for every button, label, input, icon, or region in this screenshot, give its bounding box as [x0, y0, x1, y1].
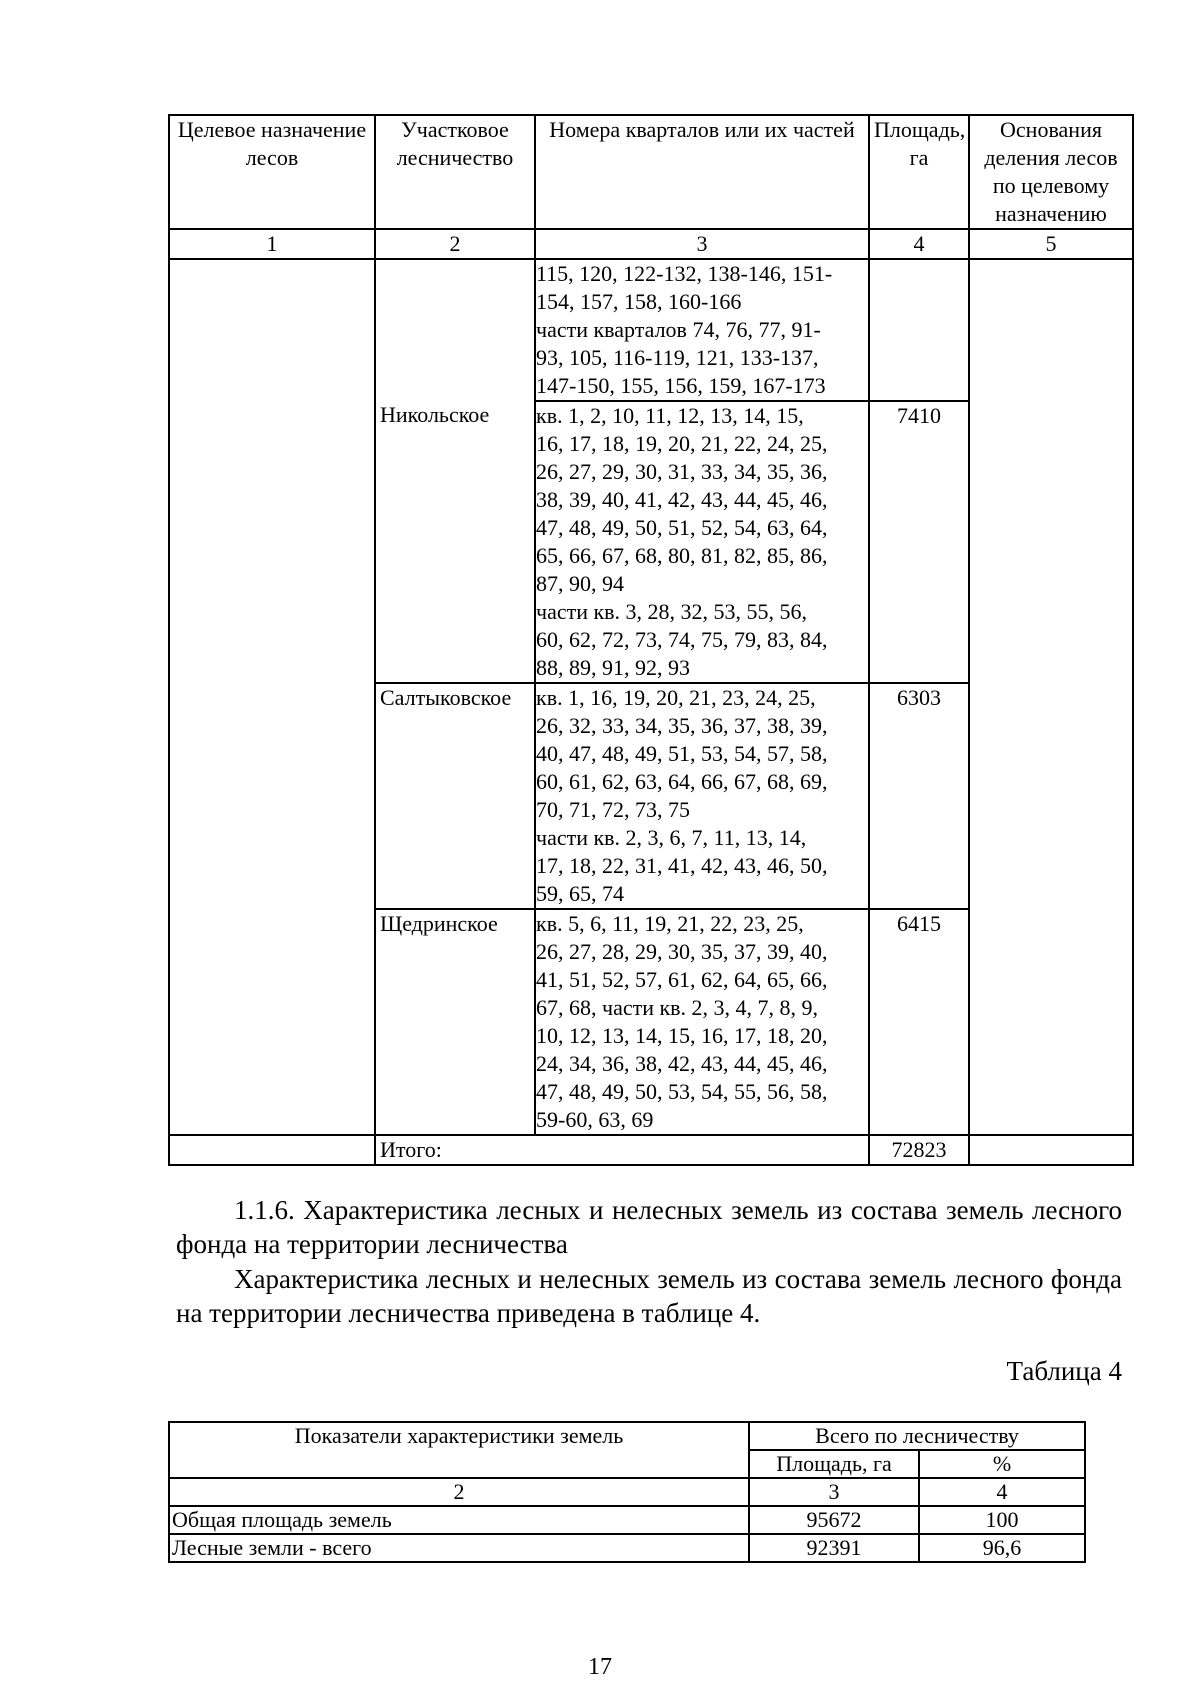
quarters-line: 10, 12, 13, 14, 15, 16, 17, 18, 20,	[536, 1023, 828, 1048]
forestry-cell: Никольское	[375, 401, 535, 683]
quarters-line: 60, 61, 62, 63, 64, 66, 67, 68, 69,	[536, 769, 828, 794]
quarters-line: 88, 89, 91, 92, 93	[536, 655, 690, 680]
forest-purpose-table	[168, 114, 1134, 1166]
section-body	[176, 1262, 1122, 1330]
quarters-cell	[535, 401, 869, 683]
column-number: 4	[869, 229, 969, 259]
header-forestry: Участковое лесничество	[375, 115, 535, 229]
quarters-line: 147-150, 155, 156, 159, 167-173	[536, 373, 826, 398]
quarters-line: 93, 105, 116-119, 121, 133-137,	[536, 345, 819, 370]
quarters-line: 87, 90, 94	[536, 571, 624, 596]
quarters-line: 26, 27, 29, 30, 31, 33, 34, 35, 36,	[536, 459, 828, 484]
indicator-label: Общая площадь земель	[169, 1506, 749, 1534]
quarters-line: кв. 5, 6, 11, 19, 21, 22, 23, 25,	[536, 911, 804, 936]
quarters-line: 40, 47, 48, 49, 51, 53, 54, 57, 58,	[536, 741, 828, 766]
quarters-line: 47, 48, 49, 50, 51, 52, 54, 63, 64,	[536, 515, 828, 540]
table-header-row	[169, 115, 1133, 229]
section-heading	[176, 1193, 1122, 1261]
total-basis-cell	[969, 1135, 1133, 1165]
area-cell: 7410	[869, 401, 969, 683]
header-area: Площадь, га	[749, 1450, 919, 1478]
quarters-cell	[535, 259, 869, 401]
quarters-line: части кв. 3, 28, 32, 53, 55, 56,	[536, 599, 808, 624]
quarters-line: 26, 27, 28, 29, 30, 35, 37, 39, 40,	[536, 939, 828, 964]
quarters-line: 26, 32, 33, 34, 35, 36, 37, 38, 39,	[536, 713, 828, 738]
column-number: 3	[535, 229, 869, 259]
area-value: 92391	[749, 1534, 919, 1562]
quarters-line: 16, 17, 18, 19, 20, 21, 22, 24, 25,	[536, 431, 828, 456]
header-total: Всего по лесничеству	[749, 1422, 1085, 1450]
quarters-line: части кварталов 74, 76, 77, 91-	[536, 317, 821, 342]
indicator-label: Лесные земли - всего	[169, 1534, 749, 1562]
quarters-line: 47, 48, 49, 50, 53, 54, 55, 56, 58,	[536, 1079, 828, 1104]
table-caption: Таблица 4	[1006, 1356, 1122, 1386]
quarters-line: 17, 18, 22, 31, 41, 42, 43, 46, 50,	[536, 853, 828, 878]
area-value: 95672	[749, 1506, 919, 1534]
column-number-row	[169, 1478, 1085, 1506]
area-cell	[869, 259, 969, 401]
column-number: 3	[749, 1478, 919, 1506]
quarters-line: 59-60, 63, 69	[536, 1107, 654, 1132]
section-body-text: Характеристика лесных и нелесных земель из состава земель лесного фонда на территории лесничества приведена в таблице 4.	[176, 1264, 1122, 1328]
column-number: 1	[169, 229, 375, 259]
quarters-line: 154, 157, 158, 160-166	[536, 289, 742, 314]
quarters-line: 41, 51, 52, 57, 61, 62, 64, 65, 66,	[536, 967, 828, 992]
forestry-cell: Щедринское	[375, 909, 535, 1135]
quarters-line: 38, 39, 40, 41, 42, 43, 44, 45, 46,	[536, 487, 828, 512]
table-row	[169, 1506, 1085, 1534]
quarters-line: кв. 1, 2, 10, 11, 12, 13, 14, 15,	[536, 403, 804, 428]
quarters-line: 67, 68, части кв. 2, 3, 4, 7, 8, 9,	[536, 995, 819, 1020]
header-indicator: Показатели характеристики земель	[169, 1422, 749, 1478]
column-number: 5	[969, 229, 1133, 259]
header-quarters: Номера кварталов или их частей	[535, 115, 869, 229]
quarters-line: 115, 120, 122-132, 138-146, 151-	[536, 261, 833, 286]
percent-value: 100	[919, 1506, 1085, 1534]
header-area: Площадь, га	[869, 115, 969, 229]
quarters-line: кв. 1, 16, 19, 20, 21, 23, 24, 25,	[536, 685, 816, 710]
total-area: 72823	[869, 1135, 969, 1165]
basis-cell	[969, 259, 1133, 1135]
quarters-line: 70, 71, 72, 73, 75	[536, 797, 690, 822]
header-purpose: Целевое назначение лесов	[169, 115, 375, 229]
forestry-cell	[375, 259, 535, 401]
table-row	[169, 259, 1133, 401]
table-header-row	[169, 1422, 1085, 1450]
percent-value: 96,6	[919, 1534, 1085, 1562]
column-number: 4	[919, 1478, 1085, 1506]
column-number: 2	[169, 1478, 749, 1506]
purpose-cell	[169, 259, 375, 1135]
page-number: 17	[588, 1654, 612, 1680]
column-number-row	[169, 229, 1133, 259]
total-empty-cell	[169, 1135, 375, 1165]
forestry-cell: Салтыковское	[375, 683, 535, 909]
header-percent: %	[919, 1450, 1085, 1478]
total-label: Итого:	[375, 1135, 869, 1165]
section-heading-text: 1.1.6. Характеристика лесных и нелесных земель из состава земель лесного фонда на территории лесничества	[176, 1195, 1122, 1259]
quarters-line: части кв. 2, 3, 6, 7, 11, 13, 14,	[536, 825, 807, 850]
quarters-cell	[535, 909, 869, 1135]
land-characteristics-table	[168, 1421, 1086, 1563]
header-basis: Основания деления лесов по целевому назначению	[969, 115, 1133, 229]
quarters-line: 59, 65, 74	[536, 881, 624, 906]
quarters-line: 65, 66, 67, 68, 80, 81, 82, 85, 86,	[536, 543, 828, 568]
quarters-line: 60, 62, 72, 73, 74, 75, 79, 83, 84,	[536, 627, 828, 652]
quarters-cell	[535, 683, 869, 909]
column-number: 2	[375, 229, 535, 259]
area-cell: 6415	[869, 909, 969, 1135]
quarters-line: 24, 34, 36, 38, 42, 43, 44, 45, 46,	[536, 1051, 828, 1076]
table-row	[169, 1534, 1085, 1562]
total-row	[169, 1135, 1133, 1165]
area-cell: 6303	[869, 683, 969, 909]
